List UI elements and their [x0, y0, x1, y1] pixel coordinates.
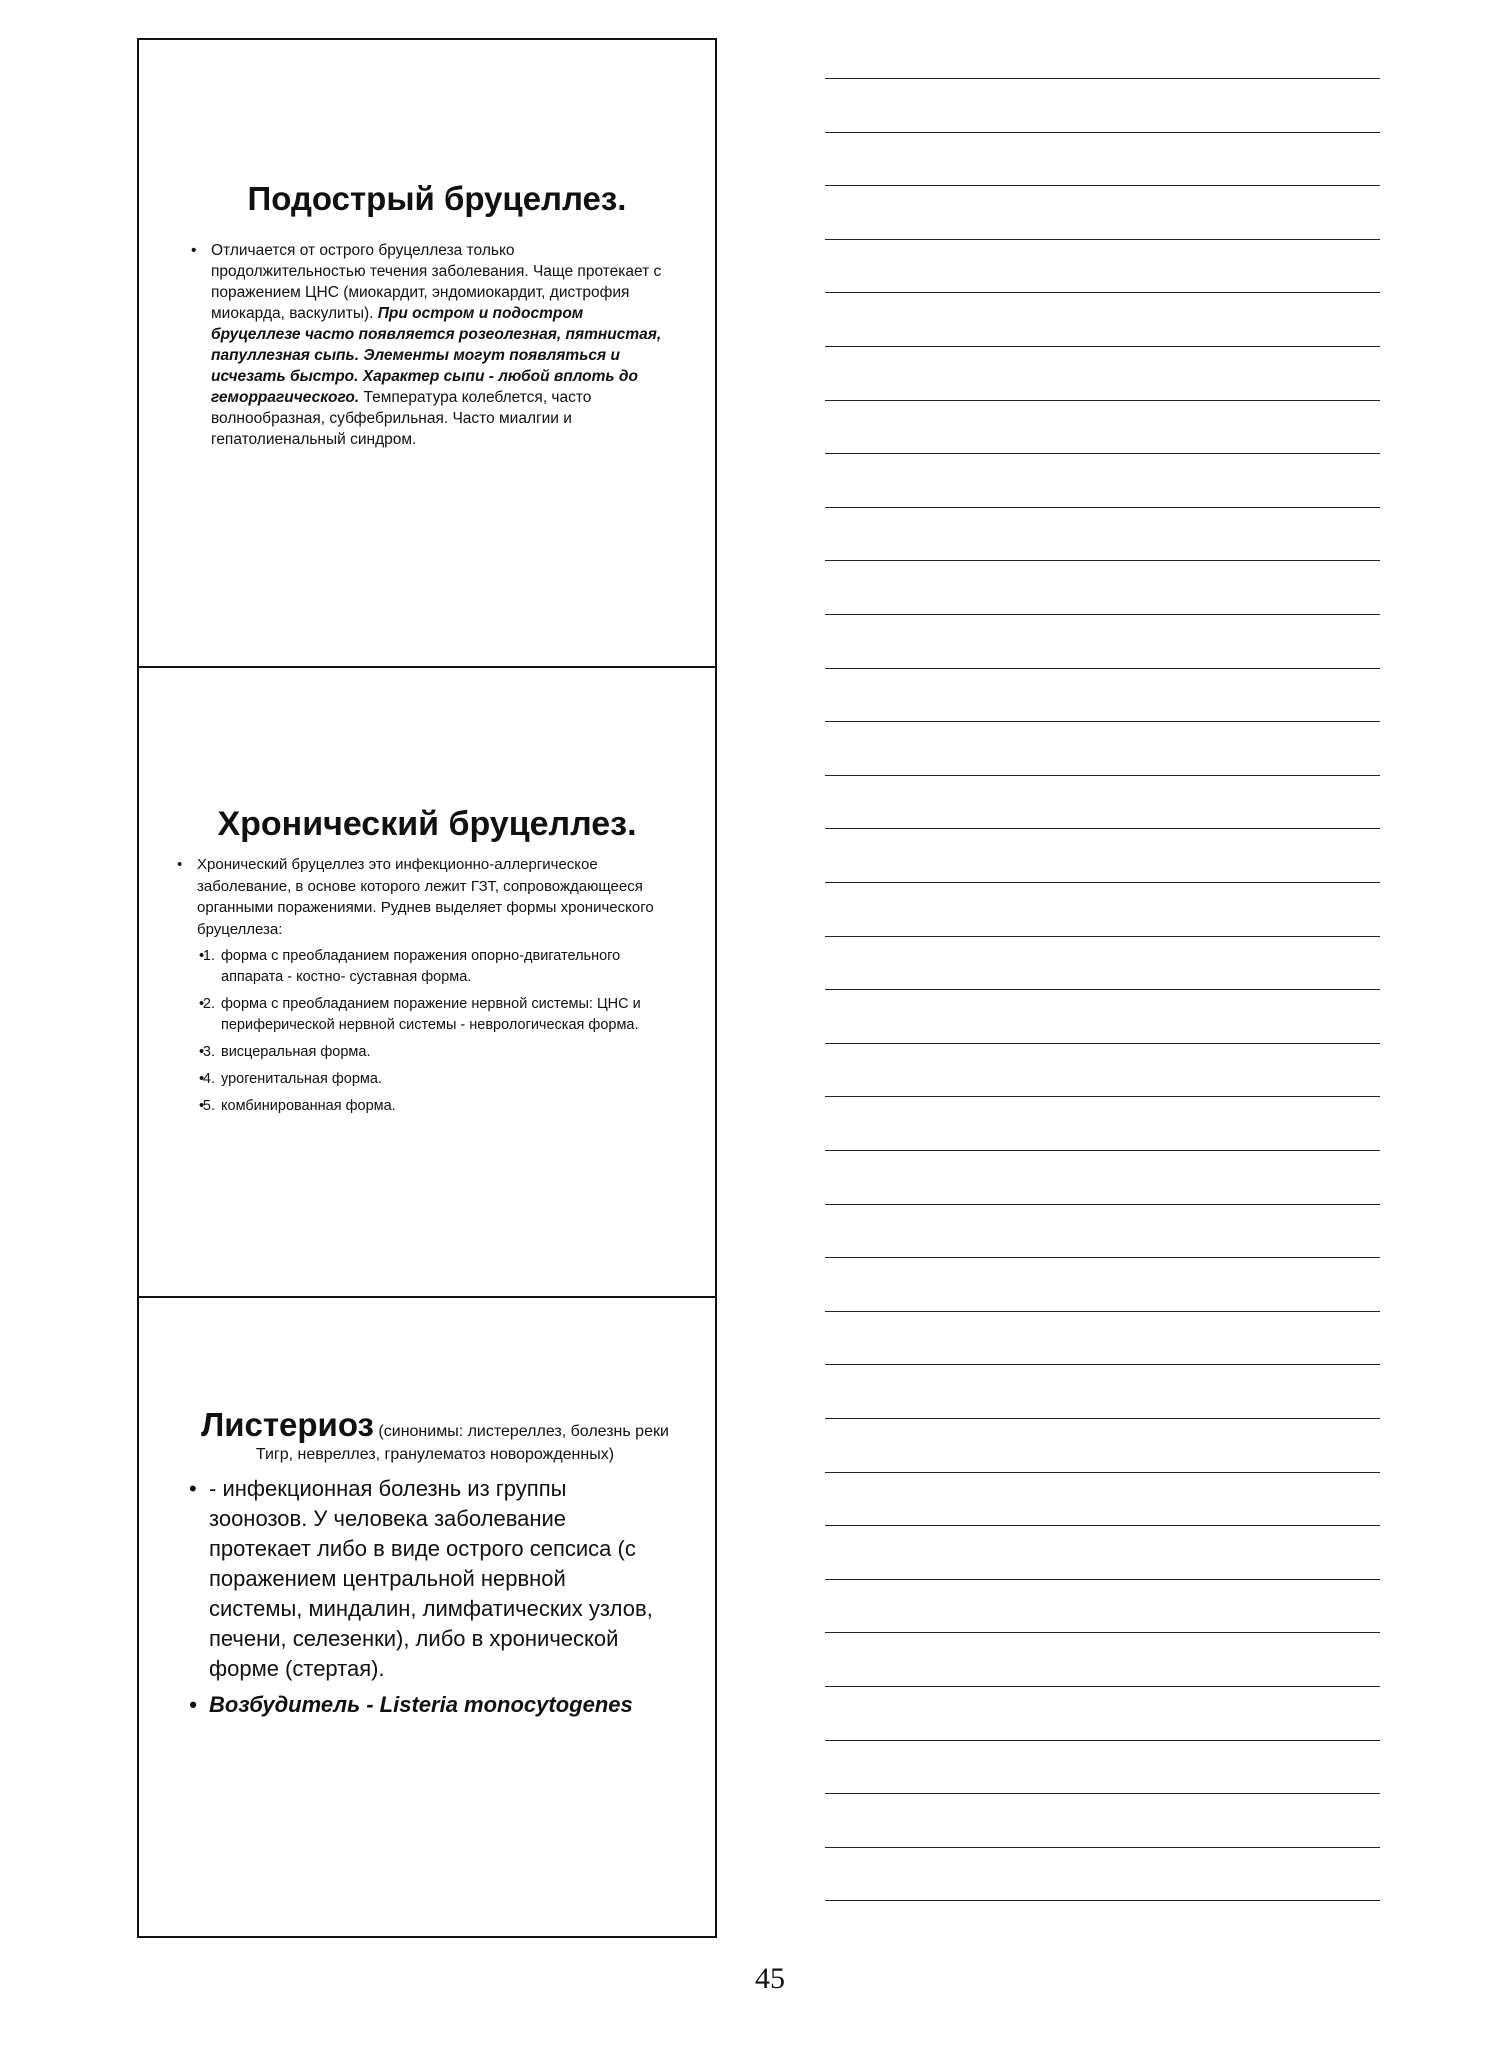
note-line — [825, 1257, 1380, 1258]
note-line — [825, 1686, 1380, 1687]
synonyms-text: (синонимы: листереллез, болезнь реки Тигр, невреллез, гранулематоз новорожденных) — [255, 1423, 669, 1463]
note-line — [825, 507, 1380, 508]
bullet-list — [197, 854, 679, 1117]
note-line — [825, 185, 1380, 186]
note-line — [825, 1793, 1380, 1794]
bullet-item — [211, 240, 665, 450]
note-line — [825, 78, 1380, 79]
note-line — [825, 239, 1380, 240]
note-line — [825, 1311, 1380, 1312]
slide-title: Хронический бруцеллез. — [217, 805, 637, 843]
list-item: • 2. форма с преобладанием поражение нервной системы: ЦНС и периферической нервной системы - неврологическая форма. — [219, 994, 679, 1036]
note-line — [825, 721, 1380, 722]
paragraph-text: Отличается от острого бруцеллеза только продолжительностью течения заболевания. Чаще протекает с поражением ЦНС (миокардит, эндомиокардит, дистрофия миокарда, васкулиты). — [211, 242, 662, 322]
note-line — [825, 1579, 1380, 1580]
note-line — [825, 1525, 1380, 1526]
slide-subacute-brucellosis — [137, 38, 717, 668]
page-number: 45 — [755, 1962, 785, 1995]
note-line — [825, 775, 1380, 776]
note-line — [825, 400, 1380, 401]
note-line — [825, 989, 1380, 990]
list-item: • 3. висцеральная форма. — [219, 1042, 679, 1063]
note-line — [825, 132, 1380, 133]
note-line — [825, 1632, 1380, 1633]
list-item: • 5. комбинированная форма. — [219, 1096, 679, 1117]
note-line — [825, 1096, 1380, 1097]
note-line — [825, 1472, 1380, 1473]
note-line — [825, 1847, 1380, 1848]
note-line — [825, 828, 1380, 829]
paragraph-text: Хронический бруцеллез это инфекционно-аллергическое заболевание, в основе которого лежит ГЗТ, сопровождающееся органными поражениями. Руднев выделяет формы хронического бруцеллеза: — [197, 856, 654, 938]
paragraph-text: Температура колеблется, часто волнообразная, субфебрильная. Часто миалгии и гепатолиенальный синдром. — [211, 389, 592, 448]
bullet-list — [209, 1474, 659, 1720]
note-line — [825, 1204, 1380, 1205]
slide-title: Листериоз — [201, 1406, 374, 1443]
list-item: • 1. форма с преобладанием поражения опорно-двигательного аппарата - костно- суставная форма. — [219, 946, 679, 988]
note-line — [825, 346, 1380, 347]
bullet-item — [197, 854, 679, 1117]
note-line — [825, 1900, 1380, 1901]
note-line — [825, 1364, 1380, 1365]
note-line — [825, 1150, 1380, 1151]
forms-list — [197, 946, 679, 1117]
slide-heading — [139, 1406, 715, 1466]
note-line — [825, 936, 1380, 937]
emphasis-text: При остром и подостром бруцеллезе часто появляется розеолезная, пятнистая, папуллезная сыпь. Элементы могут появляться и исчезать быстро. Характер сыпи - любой вплоть до геморрагического. — [211, 305, 662, 406]
list-item: • 4. урогенитальная форма. — [219, 1069, 679, 1090]
note-line — [825, 1043, 1380, 1044]
note-line — [825, 882, 1380, 883]
note-line — [825, 614, 1380, 615]
bullet-item: • - инфекционная болезнь из группы зоонозов. У человека заболевание протекает либо в виде острого сепсиса (с поражением центральной нервной системы, миндалин, лимфатических узлов, печени, селезенки), либо в хронической форме (стертая). — [209, 1474, 659, 1684]
slide-chronic-brucellosis — [137, 666, 717, 1298]
bullet-item-pathogen: • Возбудитель - Listeria monocytogenes — [209, 1690, 659, 1720]
note-line — [825, 292, 1380, 293]
note-line — [825, 453, 1380, 454]
slide-listeriosis — [137, 1296, 717, 1938]
slide-title: Подострый бруцеллез. — [247, 180, 627, 217]
note-line — [825, 1740, 1380, 1741]
note-line — [825, 668, 1380, 669]
note-line — [825, 560, 1380, 561]
note-line — [825, 1418, 1380, 1419]
bullet-list — [211, 240, 665, 450]
